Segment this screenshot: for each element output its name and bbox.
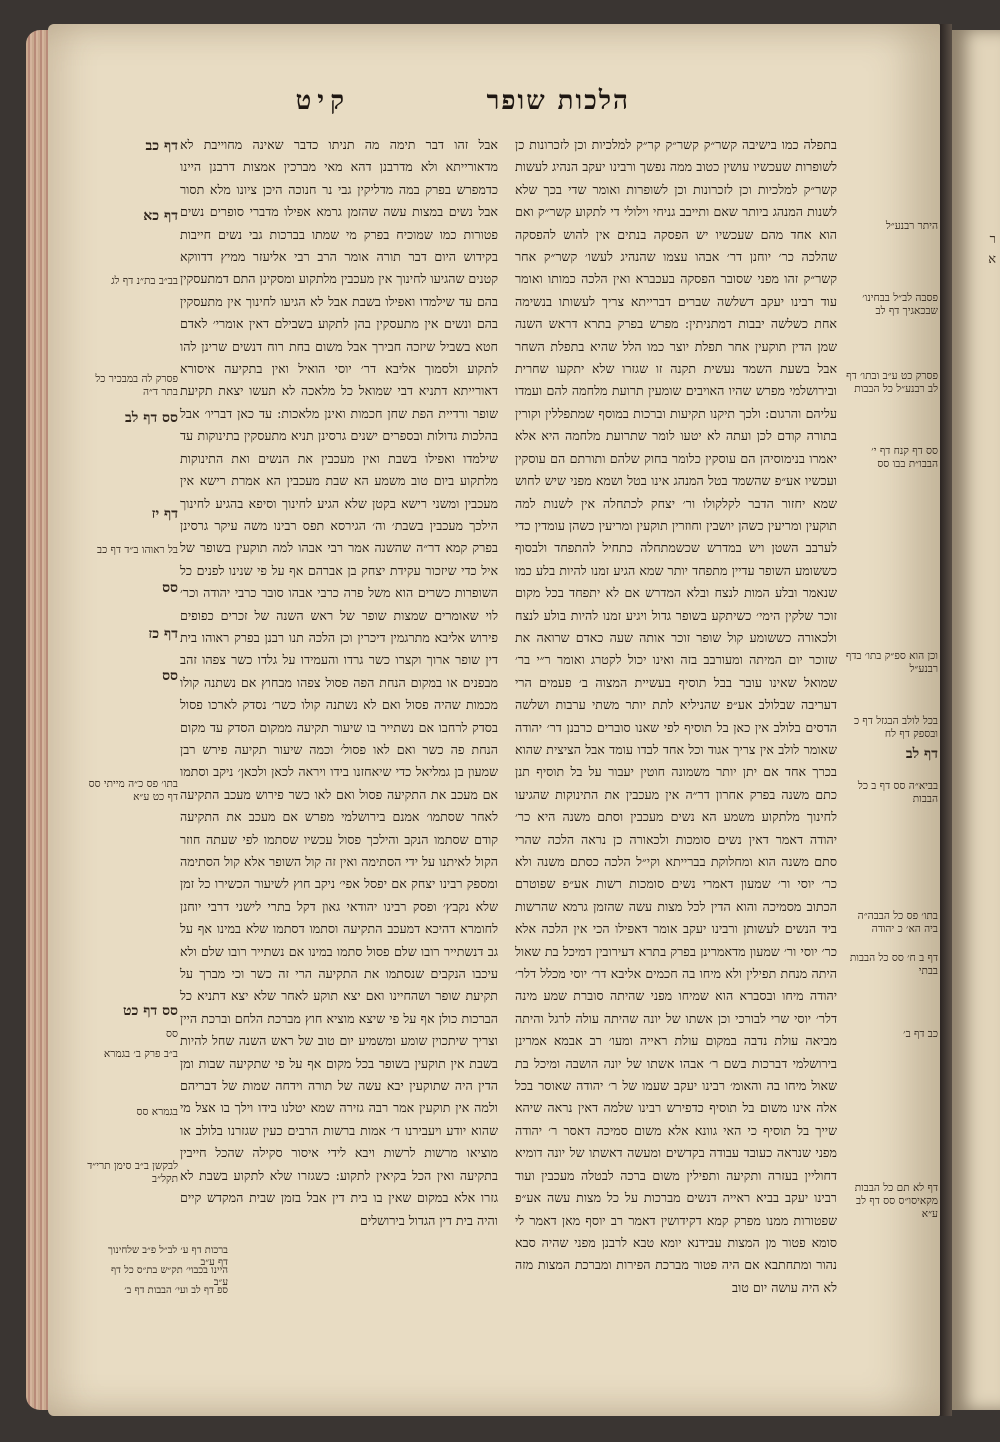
margin-note: דף כז [148,626,178,642]
margin-note: היתר רבנע״ל [885,220,938,232]
margin-note: דף כב [145,138,178,154]
inline-reference: היינו בכבוי׳ תק״ש בת״ס כל דף ע״ב [110,1265,228,1288]
margin-note: דף לא תם כל הבבות מקאיסו״ס סס דף לב ע״א [854,1182,938,1220]
margin-note: פסבה לב״ל בבחינו׳ שבכאגיך דף לב [862,292,938,317]
margin-note: בגמרא סס [136,1106,178,1118]
text-column-left [180,134,498,1264]
fragment-line: ר [989,232,996,247]
right-page-edge [952,30,1000,1410]
fragment-line: א [988,252,996,267]
margin-note: סס דף לב [125,410,178,426]
margin-note: ב״ב פרק ב׳ בגמרא [103,1048,178,1060]
margin-notes-right [842,220,938,1220]
text-column-right [515,134,837,1295]
margin-note: דף כא [143,208,178,224]
margin-note: סס [166,1028,178,1040]
margin-note: לבקשן ב״ב סימן תרי״ד תקל״ב [87,1160,178,1185]
margin-note: בב״ב בת״נ דף לג [111,275,178,287]
margin-note: דף לב [905,746,938,762]
margin-note: דף יז [151,506,178,522]
margin-notes-left [80,130,178,1230]
inline-reference: ברכות דף ע׳ לב״ל פ״ב שלחינוך דף ע״ב [108,1245,228,1268]
margin-note: סס [162,668,178,684]
margin-note: כב דף ב׳ [903,1028,938,1040]
margin-note: סס [162,580,178,596]
right-page-fragment [988,230,996,270]
margin-note: סס דף כט [123,1003,178,1019]
margin-note: פסרק כט ע״ב ובתו׳ דף לב רבנע״ל כל הבבות [846,370,938,395]
margin-note: סס דף קנח דף י׳ הבבו״ת בבו סס [871,445,938,470]
margin-note: בכל לולב הבגזל דף כ ובספק דף לח [853,715,938,740]
margin-note: בביא״ה סס דף ב כל הבבות [857,780,938,805]
margin-note: בתו׳ פס כל הבבה״ה ביה הא׳ כ יהודה [857,910,938,935]
running-title: הלכות שופר [486,86,630,116]
margin-note: פסרק לה במבכיר כל בתר ד״ה [95,373,178,398]
folio-number: קיט [295,86,350,116]
inline-reference: ספ דף לב ועי׳ הבבות דף ב׳ [124,1285,228,1296]
margin-note: בל ראוהו ב״ד דף כב [97,544,178,556]
paragraph: אבל זהו דבר תימה מה תניתו כדבר שאינה מחוייבת לא מדאורייתא ולא מדרבנן דהא מאי מברכין אמצות דרבנן היינו כדמפרש בפרק במה מדליקין גבי נר חנוכה היכן ציונו מלא תסור אבל נשים במצות עשה שהזמן גרמא אפילו מדברי סופרים נשים פטורות כמו שמוכיח בפרק מי שמתו בברכות גבי נשים חייבות בקידוש היום דבר תורה אומר הרב רבי אליעזר ממיץ דדווקא קטנים שהגיעו לחינוך אין מעכבין מלתקוע ומסקינן התם דמתעסקין בהם עד שילמדו ואפילו בשבת אבל לא הגיעו לחינוך אין מתעסקין בהם ונשים אין מתעסקין בהן לתקוע בשבילם דאין אומרי׳ לאדם חטא בשביל שיזכה חבירך אבל משום בחת רוח דנשים שרינן להו לתקוע ולסמוך אליבא דר׳ יוסי הואיל ואין בתקיעה איסורא דאורייתא דתניא דבי שמואל כל מלאכה לא תעשו יצאת תקיעת שופר ורדיית הפת שחן חכמות ואינן מלאכות: עד כאן דבריו׳ אבל בהלכות גדולות ובספרים ישנים גרסינן תניא מתעסקין בתינוקות עד שילמדו ואפילו בשבת ואין מעכבין את הנשים ואת התינוקות מלתקוע ביום טוב משמע הא שבת מעכבין הא אמרת רישא אין מעכבין ומשני רישא בקטן שלא הגיע לחינוך וסיפא בהגיע לחינוך הילכך מעכבין בשבת׳ וה׳ הגירסא תפס רבינו משה עיקר גרסינן בפרק קמא דר״ה שהשנה אמר רבי אבהו למה תוקעין בשופר של איל כדי שיזכור עקידת יצחק בן אברהם אף על פי שנינו לפנים כל השופרות כשרים הוא משל פרה כרבי אבהו סובר כרבי יהודה וכר׳ לוי שאומרים שמצות שופר של ראש השנה של זכרים כפופים פירוש אליבא מתרגמין דיכרין וכן הלכה תנו רבנן בפרק ראוהו בית דין שופר ארוך וקצרו כשר גרדו והעמידו על גלדו כשר צפהו זהב מבפנים או במקום הנחת הפה פסול צפהו מבחוץ אם נשתנה קולו מכמות שהיה פסול ואם לא נשתנה קולו כשר׳ נסדק לארכו פסול בסדק לרחבו אם נשתייר בו שיעור תקיעה ממקום הסדק עד מקום הנחת פה כשר ואם לאו פסול׳ וכמה שיעור תקיעה פירש רבן שמעון בן גמליאל כדי שיאחזנו בידו ויראה לכאן ולכאן׳ ניקב וסתמו אם מעכב את התקיעה פסול ואם לאו כשר פירוש מעכב התקיעה לאחר שסתמו׳ אמנם בירושלמי מפרש אם מעכב את התקיעה קודם שסתמו הנקב והילכך פסול עכשיו שסתמו לפי שעתה חוזר הקול לאיתנו על ידי הסתימה ואין זה קול השופר אלא קול הסתימה ומספק רבינו יצחק אם יפסל אפי׳ ניקב חוץ לשיעור הכשירו כל זמן שלא נקבץ׳ ופסק רבינו יהודאי גאון דקל בתרי לישני דרבי יוחנן לחומרא דהיכא דמעכב התקיעה וסתמו דסתמו שלא במינו אף על גב דנשתייר רובו שלם פסול סתמו במינו אם נשתייר רובו שלם ולא עיכבו הנקבים שנסתמו את התקיעה הרי זה כשר וכי מברך על תקיעת שופר ושהחיינו ואם יצא תוקע לאחר שלא יצא דתניא כל הברכות כולן אף על פי שיצא מוציא חוץ מברכת הלחם וברכת היין וצריך שיתכוין שומע ומשמיע יום טוב של ראש השנה שחל להיות בשבת אין תוקעין בשופר בכל מקום אף על פי שתקיעה שבות ומן הדין היה שתוקעין יבא עשה של תורה וידחה שמות של דבריהם ולמה אין תוקעין אמר רבה גזירה שמא יטלנו בידו וילך בו אצל מי שהוא יודע ויעבירנו ד׳ אמות ברשות הרבים כעין שגזרנו בלולב או מוציאו מרשות לרשות ויבא לידי איסור סקילה שהכל חייבין בתקיעה ואין הכל בקיאין לתקוע: כשגזרו שלא לתקוע בשבת לא גזרו אלא במקום שאין בו בית דין אבל בזמן שבית המקדש קיים והיה בית דין הגדול בירושלים [180,137,498,1228]
margin-note: דף ב ח׳ סס כל הבבות בבתי [849,952,938,977]
paragraph: בתפלה כמו בישיבה קשר״ק קשר״ק קר״ק למלכיות וכן לזכרונות כן לשופרות שעכשיו עושין כטוב ממה נפשך ורבינו יעקב הנהיג לעשות קשר״ק למלכיות וכן לזכרונות וכן לשופרות ואומר שדי בכך שלא לשנות המנהג ביותר שאם ותייבב גניחי וילולי די לתקוע קשר״ק ואם הוא אחד מהם שעכשיו יש הפסקה בנתים אין להוש להפסקה שהלכה כר׳ יוחנן דר׳ אבהו עצמו שהנהיג לעשו׳ קשר״ק אחר קשר״ק זהו מפני שסובר הפסקה בעכברא ואין הלכה כמותו ואומר עוד רבינו יעקב דשלשה שברים דברייתא צריך לעשותו בנשימה אחת כשלשה יבבות דמתניתין: מפרש בפרק בתרא דראש השנה שמן הדין תוקעין אחר תפלת יוצר כמו הלל שהיא בתפלת השחר אבל בשעת השמד נעשית תקנה זו שגזרו שלא יתקעו שחרית ובירושלמי מפרש שהיו האויבים שומעין תרועת מלחמה להם ועמדו עליהם והרגום: ולכך תיקנו תקיעות וברכות במוסף שמתפללין וקורין בתורה קודם לכן ועתה לא יטעו לומר שתרועת מלחמה היא אלא יאמרו בנימוסיהן הם עוסקין כלומר בחוק שלהם ותורתם הם עוסקין ועכשיו אע״פ שהשמד בטל המנהג אינו בטל ושמא מפני שיש לחוש שמא יחזור הדבר לקלקולו ור׳ יצחק לכתחלה אין לשנות למה תוקעין ומריעין כשהן יושבין וחוזרין תוקעין ומריעין כשהן עומדין כדי לערבב השטן ויש במדרש שכשמתחלה כתחיל להתפחד ולבסוף כששומע השופר עדיין מתפחד יותר שמא הגיע זמנו להיות בלע כמו שנאמר ובלע המות לנצח ובלא המדרש אם לא יתפחד בכל מקום זוכר שלקין הימי׳ כשיתקע בשופר גדול ויגיע זמנו להיות בולע לנצח ולכאורה כששומע קול שופר זוכר אותה שעה כאדם שרואה את שזוכר יום המיתה ומעורבב בזה ואינו יכול לקטרג ואומר ר״י בר׳ שמואל שאינו עובר בבל תוסיף בעשיית המצוה ב׳ פעמים הרי דעריבה שבלולב אע״פ שהניליא לתת יותר משתי ערבות ושלשה הדסים בלולב אין כאן בל תוסיף לפי שאנו סוברים כרבנן דר׳ יהודה שאומר לולב אין צריך אגוד וכל אחד לבדו עומד אבל הציצית שהוא בכרך אחד אם יתן יותר משמונה חוטין יעבור על בל תוסיף תנן כתם משנה בפרק אחרון דר״ה אין מעכבין את התינוקות שהגיעו לחינוך מלתקוע משמע הא נשים מעכבין וסתם משנה היא כר׳ יהודה דאמר דאין נשים סומכות ולכאורה כן נראה הלכה שהרי סתם משנה הוא ומחלוקת בברייתא וקי״ל הלכה כסתם משנה ולא כר׳ יוסי ור׳ שמעון דאמרי נשים סומכות רשות אע״פ שפוטרם הכתוב מסמיכה והוא הדין לכל מצות עשה שהזמן גרמא שהרשות ביד הנשים לעשותן ורבינו יעקב אומר דאפילו הכי אין הלכה אלא כר׳ יוסי ור׳ שמעון מדאמרינן בפרק בתרא דעירובין דמיכל בת שאול היתה מנחת תפילין ולא מיחו בה חכמים אליבא דר׳ יוסי מכלל דלר׳ יהודה מיחו ובסברא הוא שמיחו מפני שהיתה סוברת שמע מינה דלר׳ יוסי שרי לבורכי וכן אשתו של יונה שהיתה עולה לרגל והיתה מביאה עולת נדבה במקום עולת ראייה ומעו׳ רב אבמא אמרינן בירושלמי דברכות בשם ר׳ אבהו אשתו של יונה הושבה ומיכל בת שאול מיחו בה והאומ׳ רבינו יעקב שעמו של ר׳ יהודה שאוסר בכל אלה אינו משום בל תוסיף כדפירש רבינו שלמה דאין נראה שיהא שייך בל תוסיף כי האי גוונא אלא משום סמיכה דאסר ר׳ יהודה מפני שנראה כעובד עבודה בקדשים ומעשה דאשתו של יונה דומיא דחוליין בעזרה ותקיעה ותפילין משום ברכה לבטלה מעכבין ועוד רבינו יעקב בביא ראייה דנשים מברכות על כל מצות עשה אע״פ שפטורות ממנו מפרק קמא דקידושין דאמר רב יוסף מאן דאמר לי סומא פטור מן המצות עבידנא יומא טבא לרבנן מפני שהיה סבא נהור ומתחתבא אם היה פטור מברכת הפירות ומברכת המצות מזה לא היה עושה יום טוב [515,137,837,1295]
margin-note: בתו׳ פס כ״ה מייתי סס דף כט ע״א [88,778,178,803]
book-gutter [940,24,952,1416]
page-header [180,86,780,126]
margin-note: וכן הוא ספ״ק בתו׳ בדף רבנע״ל [845,650,938,675]
